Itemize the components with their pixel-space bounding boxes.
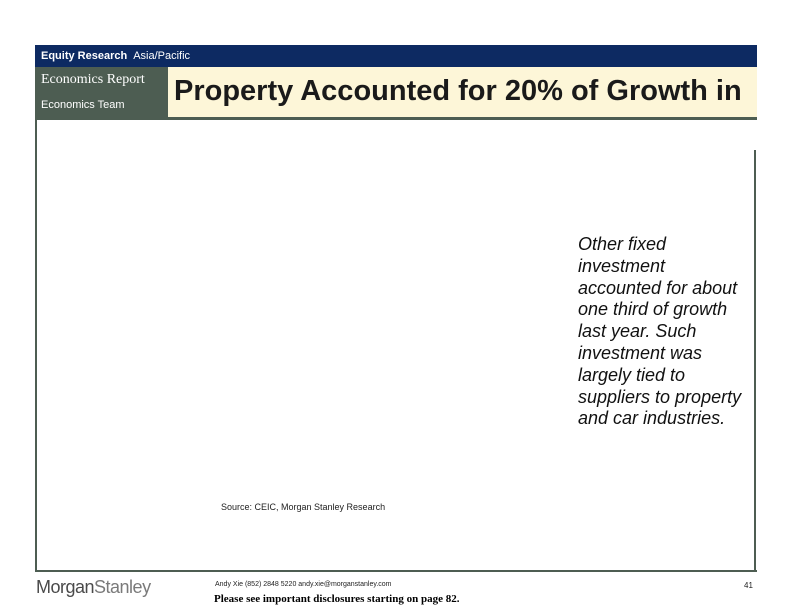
source-note: Source: CEIC, Morgan Stanley Research xyxy=(221,502,386,512)
logo-text-stanley: Stanley xyxy=(94,577,151,597)
page-number: 41 xyxy=(744,581,753,590)
frame-bottom-border xyxy=(35,570,757,572)
region-label: Asia/Pacific xyxy=(133,50,191,62)
frame-left-border xyxy=(35,45,37,572)
header-bar xyxy=(35,45,757,67)
analyst-contact: Andy Xie (852) 2848 5220 andy.xie@morganstanley.com xyxy=(215,581,392,588)
morgan-stanley-logo xyxy=(36,577,151,598)
disclosure-note: Please see important disclosures starting on page 82. xyxy=(214,593,460,605)
page-title: Property Accounted for 20% of Growth in xyxy=(174,75,742,107)
frame-right-border xyxy=(754,150,756,572)
commentary-text: Other fixed investment accounted for about one third of growth last year. Such investment was largely tied to suppliers to property and car industries. xyxy=(578,234,742,429)
title-box xyxy=(168,67,757,120)
report-info-block xyxy=(35,67,168,120)
report-type-label: Economics Report xyxy=(41,72,145,87)
team-label: Economics Team xyxy=(41,99,125,111)
section-label: Equity Research xyxy=(41,50,128,62)
logo-text-morgan: Morgan xyxy=(36,577,95,597)
